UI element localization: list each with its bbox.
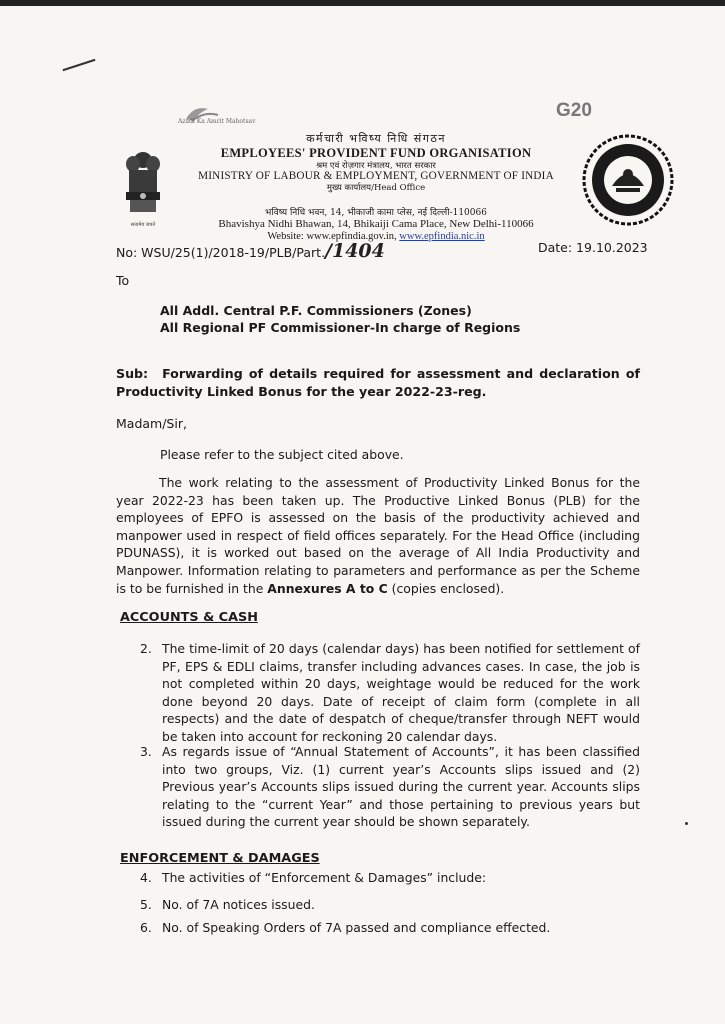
list-item (140, 919, 640, 937)
paragraph-2-end: (copies enclosed). (387, 580, 505, 596)
list-item-text: The time-limit of 20 days (calendar days) has been notified for settlement of PF, EPS & EDLI claims, transfer including advances cases. In case, the job is not completed within 20 days, weightage would be reduced for the work done beyond 20 days. Date of receipt of claim form (complete in all respects) and the date of despatch of cheque/transfer through NEFT would be taken into account for reckoning 20 calendar days. (162, 641, 640, 744)
hindi-org-name: कर्मचारी भविष्य निधि संगठन (306, 132, 446, 145)
section-heading-accounts-cash: ACCOUNTS & CASH (120, 610, 258, 625)
paragraph-1: Please refer to the subject cited above. (160, 447, 404, 462)
org-name: EMPLOYEES' PROVIDENT FUND ORGANISATION (220, 146, 532, 160)
list-item-number: 4. (140, 870, 152, 885)
azadi-logo-text: Azadi Ka Amrit Mahotsav (178, 118, 256, 125)
address: Bhavishya Nidhi Bhawan, 14, Bhikaiji Cama Place, New Delhi-110066 (218, 218, 534, 230)
salutation: Madam/Sir, (116, 416, 187, 431)
to-label: To (116, 273, 130, 288)
list-item-text: No. of 7A notices issued. (162, 897, 315, 912)
paragraph-2-text: The work relating to the assessment of Productivity Linked Bonus for the year 2022-23 has been taken up. The Productive Linked Bonus (PLB) for the employees of EPFO is assessed on the basis of the productivity achieved and manpower used in respect of field offices separately. For the Head Office (including PDUNASS), it is worked out based on the average of All India Productivity and Manpower. Information relating to parameters and performance as per the Scheme is to be furnished in the (116, 475, 640, 596)
handwritten-number: /1404 (325, 240, 385, 262)
letter-number-prefix: No: WSU/25(1)/2018-19/PLB/Part. (116, 245, 326, 260)
list-item-text: As regards issue of “Annual Statement of Accounts”, it has been classified into two groups, Viz. (1) current year’s Accounts slips issued and (2) Previous year’s Accounts slips issued during the current year. Accounts slips relating to the “current Year” and those pertaining to previous years but issued during the current year should be shown separately. (162, 744, 640, 830)
pen-mark (63, 59, 96, 71)
list-item-number: 5. (140, 897, 152, 912)
addressee-1: All Addl. Central P.F. Commissioners (Zones) (160, 303, 472, 318)
list-item-number: 6. (140, 920, 152, 935)
website-link-nic[interactable]: www.epfindia.nic.in (399, 231, 485, 242)
section-heading-enforcement-damages: ENFORCEMENT & DAMAGES (120, 851, 320, 866)
subject-label: Sub: (116, 366, 149, 381)
hindi-ministry: श्रम एवं रोज़गार मंत्रालय, भारत सरकार (316, 161, 436, 171)
list-item (140, 869, 640, 887)
hindi-office: मुख्य कार्यालय/Head Office (326, 183, 426, 193)
national-emblem (120, 150, 166, 220)
website-line: Website: www.epfindia.gov.in, www.epfindia.nic.in (267, 231, 485, 242)
subject-line (116, 365, 640, 401)
website-label: Website: (267, 231, 307, 242)
subject-text: Forwarding of details required for assessment and declaration of Productivity Linked Bonus for the year 2022-23-reg. (116, 366, 640, 399)
list-item-text: No. of Speaking Orders of 7A passed and compliance effected. (162, 920, 551, 935)
g20-logo: G20 (556, 100, 592, 121)
website-link-gov[interactable]: www.epfindia.gov.in (306, 231, 395, 242)
list-item-text: The activities of “Enforcement & Damages” include: (162, 870, 487, 885)
scan-top-edge (0, 0, 725, 6)
epfo-seal-logo (582, 134, 674, 226)
annexures-reference: Annexures A to C (267, 580, 388, 596)
list-item (140, 640, 640, 746)
emblem-caption: सत्यमेव जयते (130, 222, 156, 228)
letter-date: Date: 19.10.2023 (538, 240, 648, 255)
list-item (140, 896, 640, 914)
paragraph-2 (116, 474, 640, 597)
ministry: MINISTRY OF LABOUR & EMPLOYMENT, GOVERNMENT OF INDIA (198, 170, 554, 182)
hindi-address: भविष्य निधि भवन, 14, भीकाजी कामा प्लेस, नई दिल्ली-110066 (265, 208, 487, 218)
addressee-2: All Regional PF Commissioner-In charge of Regions (160, 320, 521, 335)
letter-number (116, 240, 385, 262)
list-item (140, 743, 640, 831)
list-item-number: 3. (140, 744, 152, 759)
scan-speck (685, 822, 688, 825)
list-item-number: 2. (140, 641, 152, 656)
